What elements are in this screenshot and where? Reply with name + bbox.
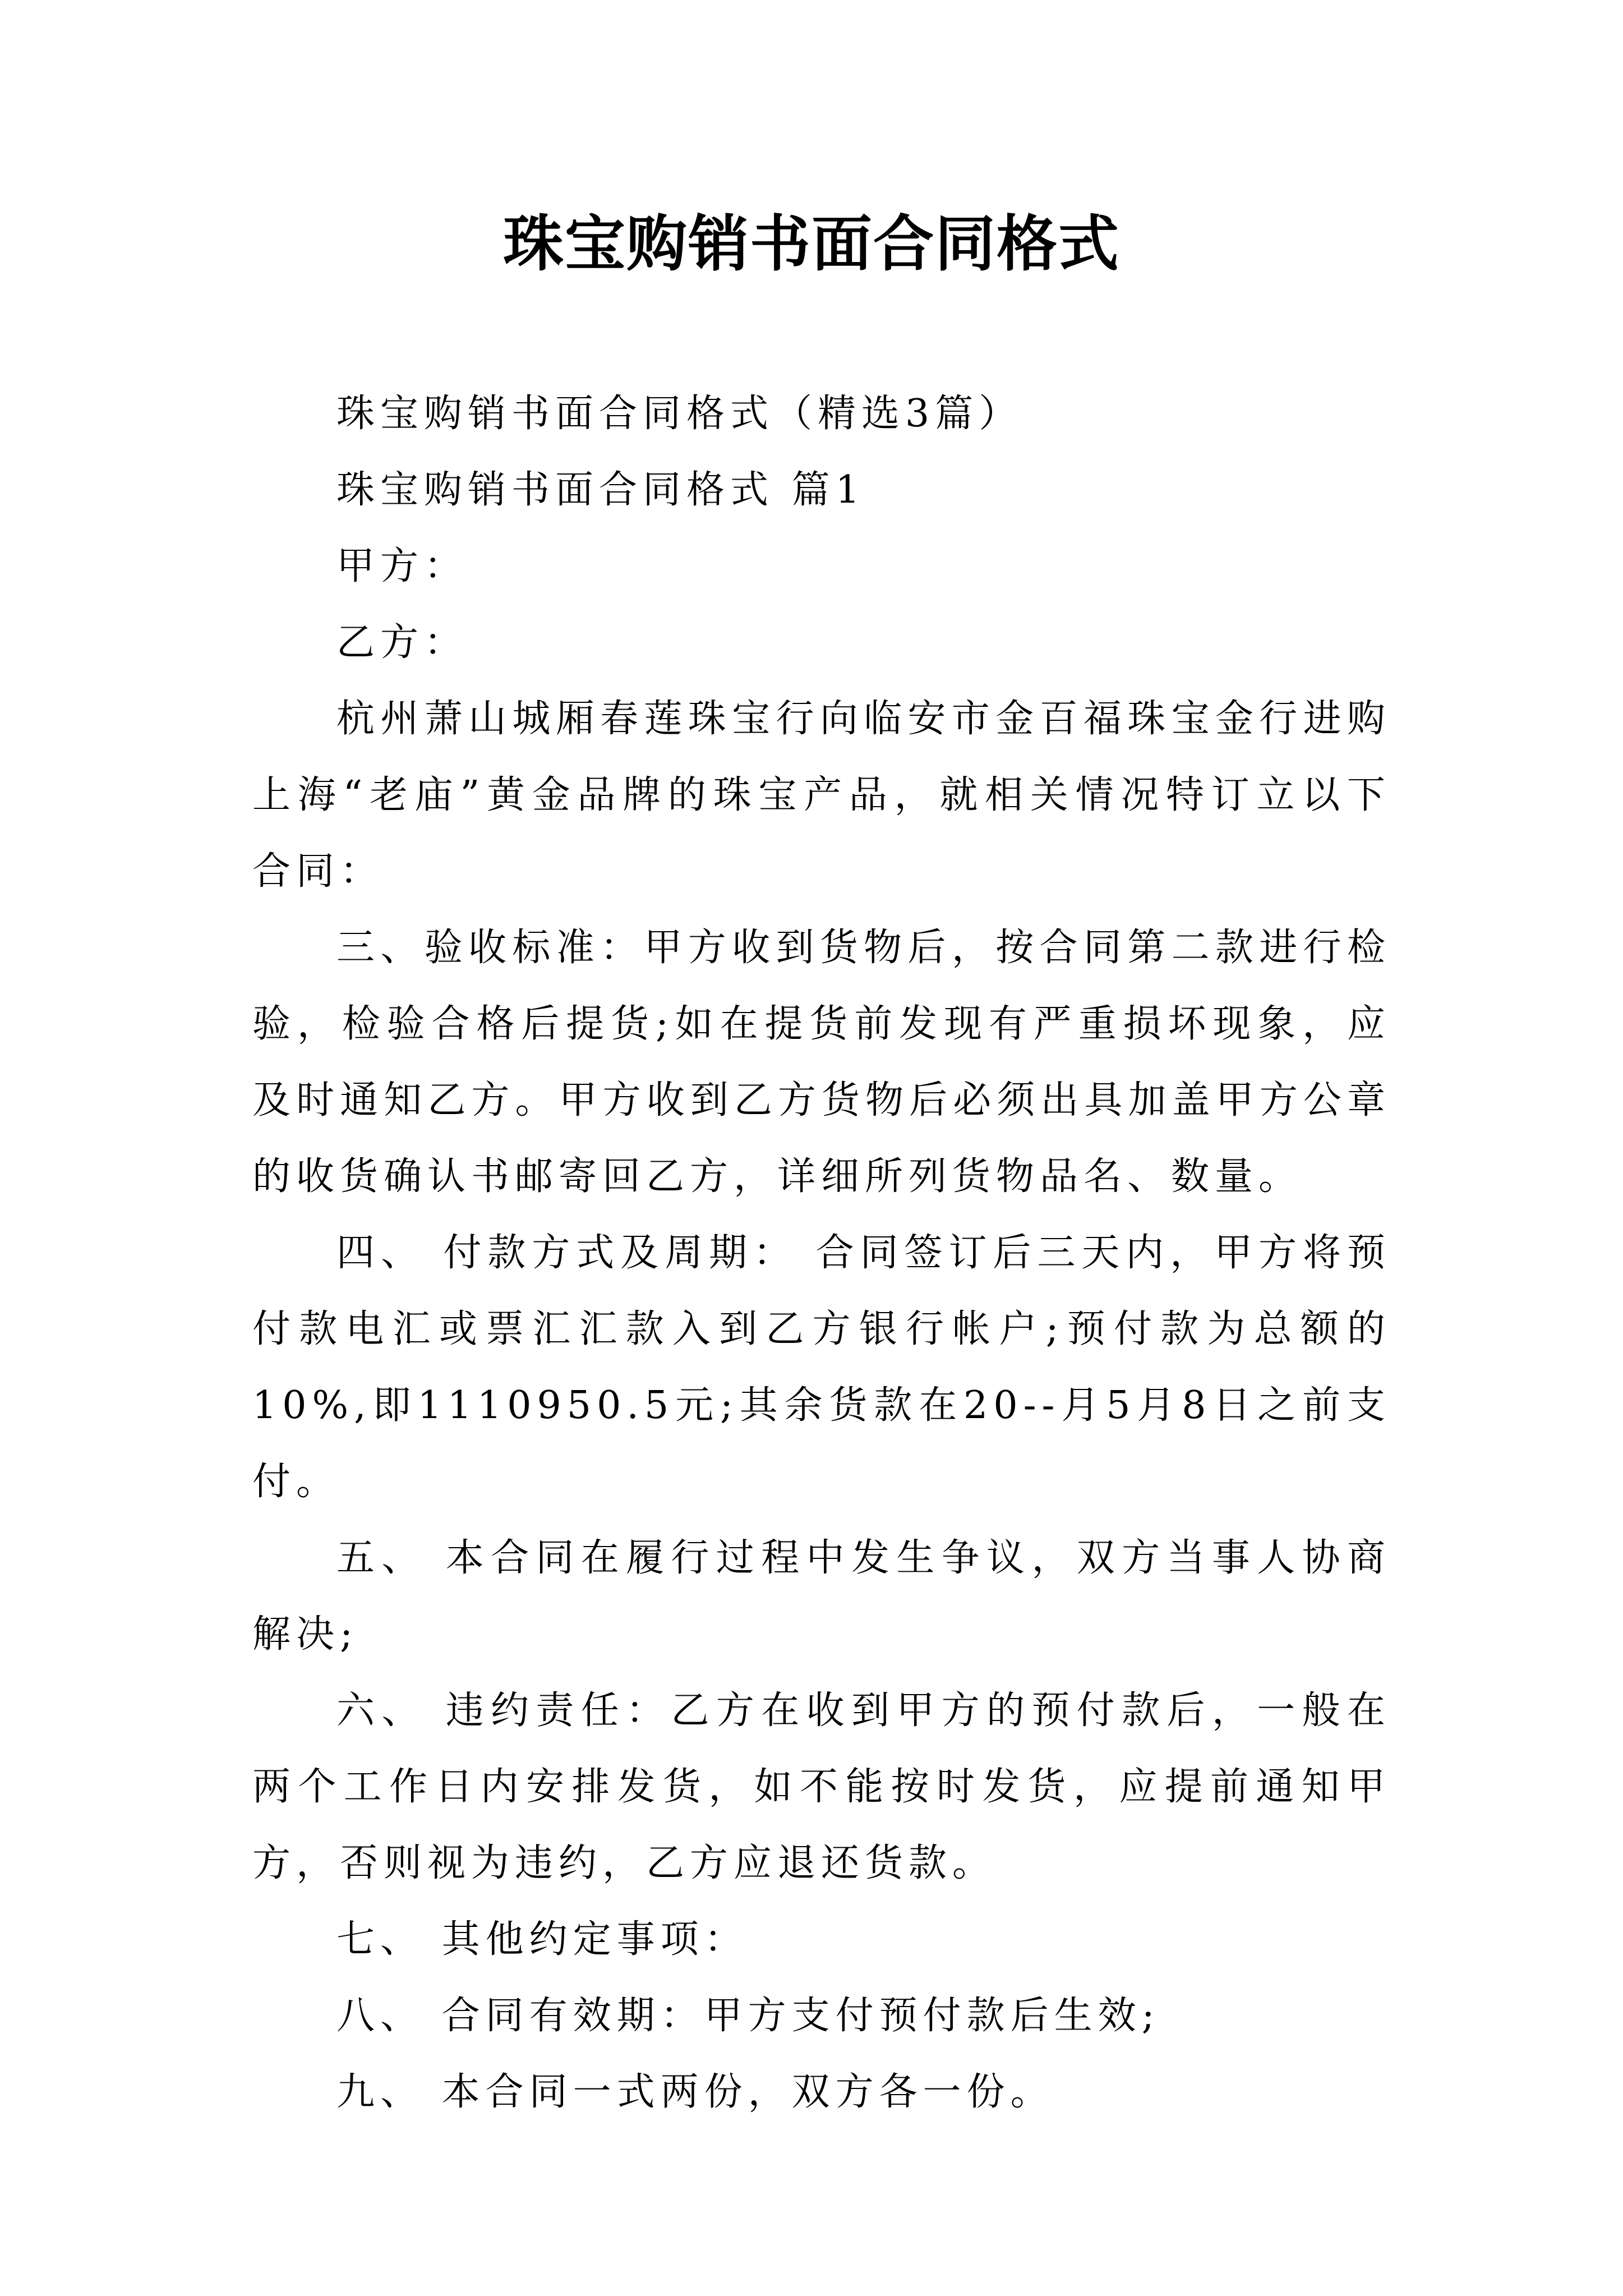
document-body (252, 376, 1391, 2131)
clause-liability: 六、 违约责任：乙方在收到甲方的预付款后，一般在两个工作日内安排发货，如不能按时发货，应提前通知甲方，否则视为违约，乙方应退还货款。 (252, 1688, 1391, 1885)
clause-validity: 八、 合同有效期：甲方支付预付款后生效; (336, 1994, 1160, 2038)
heading-part-1: 珠宝购销书面合同格式 篇1 (336, 468, 865, 512)
clause-payment: 四、 付款方式及周期： 合同签订后三天内，甲方将预付款电汇或票汇汇款入到乙方银行帐户;预付款为总额的10%,即1110950.5元;其余货款在20--月5月8日之前支付。 (252, 1231, 1391, 1504)
clause-other: 七、 其他约定事项： (336, 1917, 748, 1962)
clause-acceptance: 三、验收标准：甲方收到货物后，按合同第二款进行检验，检验合格后提货;如在提货前发现有严重损坏现象，应及时通知乙方。甲方收到乙方货物后必须出具加盖甲方公章的收货确认书邮寄回乙方，详细所列货物品名、数量。 (252, 926, 1391, 1199)
party-b-line: 乙方： (336, 620, 468, 665)
intro-paragraph: 杭州萧山城厢春莲珠宝行向临安市金百福珠宝金行进购上海“老庙”黄金品牌的珠宝产品，就相关情况特订立以下合同： (252, 697, 1391, 894)
party-a-line: 甲方： (336, 544, 468, 588)
clause-copies: 九、 本合同一式两份，双方各一份。 (336, 2070, 1054, 2114)
heading-selection: 珠宝购销书面合同格式（精选3篇） (336, 392, 1023, 436)
clause-dispute: 五、 本合同在履行过程中发生争议，双方当事人协商解决; (252, 1536, 1391, 1657)
document-title: 珠宝购销书面合同格式 (502, 209, 1120, 279)
